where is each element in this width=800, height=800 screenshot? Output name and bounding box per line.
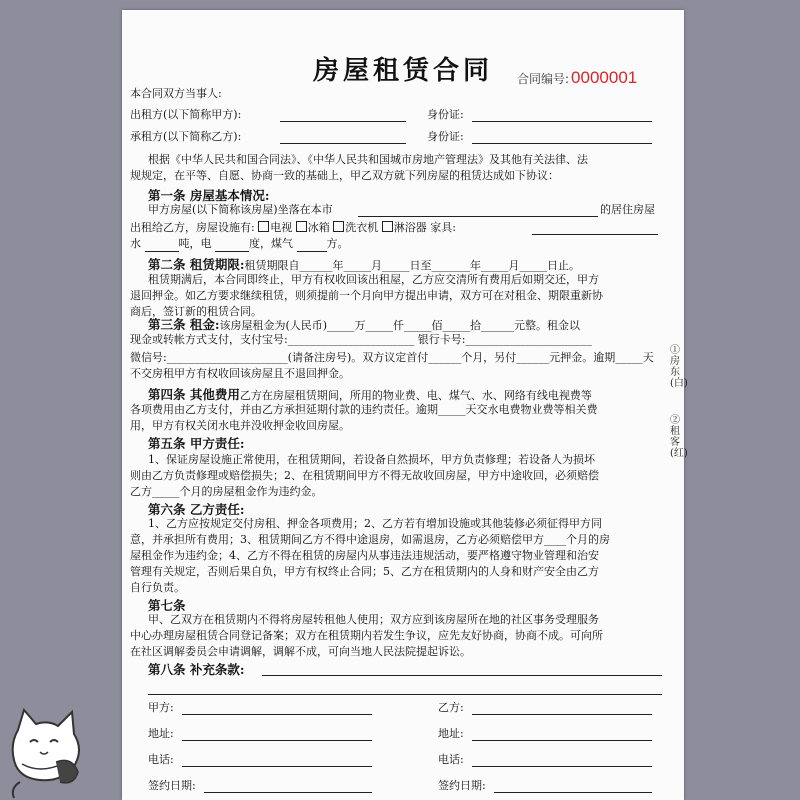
contract-number-label: 合同编号:: [517, 72, 570, 86]
lessee-id-field[interactable]: [472, 143, 652, 144]
lessor-id-label: 身份证:: [427, 108, 464, 121]
article-2-row: [148, 254, 580, 274]
art4-line-3: 用，甲方有权关闭水电并没收押金收回房屋。: [130, 419, 350, 432]
art6-line-1: 1、乙方应按规定交付房租、押金各项费用；2、乙方若有增加设施或其他装修必须征得甲方同: [148, 517, 602, 530]
supplementary-line-1[interactable]: [262, 675, 662, 676]
late-rent-text: 不交房租甲方有权收回该房屋且不退回押金。: [130, 367, 350, 380]
art2-line-3: 商后，签订新的租赁合同。: [130, 305, 262, 318]
party-b-date-field[interactable]: [494, 792, 652, 793]
sign-right-address: 地址:: [438, 727, 464, 740]
art7-line-2: 中心办理房屋租赁合同登记备案；双方在租赁期内若发生争议，应先友好协商，协商不成。可向所: [130, 629, 603, 642]
payment-methods-text: 现金或转帐方式支付，支付宝号:_______________________ 银行卡号:_______________________: [130, 333, 592, 346]
contract-page: [122, 10, 688, 800]
electricity-reading-field[interactable]: [215, 241, 249, 252]
art5-line-1: 1、保证房屋设施正常使用，在租赁期间，若设备自然损坏，甲方负责修理；若设备人为损坏: [148, 453, 595, 466]
water-reading-field[interactable]: [145, 241, 179, 252]
gas-label: 度，煤气: [249, 237, 293, 250]
party-a-phone-field[interactable]: [182, 766, 372, 767]
art2-line-2: 退回押金。如乙方要求继续租赁，则须提前一个月向甲方提出申请，双方可在对租金、期限重新协: [130, 289, 603, 302]
art1-utilities-row: [130, 236, 349, 252]
checkbox-washer[interactable]: [333, 221, 344, 232]
furniture-label: 家具:: [430, 221, 456, 234]
art5-line-3: 乙方_____个月的房屋租金作为违约金。: [130, 485, 323, 498]
side-note-tenant-copy: ②租客(红): [670, 415, 688, 459]
sign-left-date: 签约日期:: [148, 779, 196, 792]
facilities-label: 出租给乙方，房屋设施有:: [130, 221, 255, 234]
page-title: 房屋租赁合同: [312, 56, 493, 86]
art1-location-label: 甲方房屋(以下简称该房屋)坐落在本市: [148, 203, 333, 216]
art6-line-4: 管理有关规定，否则后果自负，甲方有权终止合同；5、乙方在租赁期内的人身和财产安全由乙方: [130, 565, 599, 578]
article-6-heading: 第六条 乙方责任:: [148, 502, 245, 517]
facility-tv: 电视: [270, 221, 293, 234]
art1-location-suffix: 的居住房屋: [600, 203, 655, 216]
article-3-heading: 第三条 租金:: [148, 317, 220, 332]
art4-line-2: 各项费用由乙方支付，并由乙方承担延期付款的违约责任。逾期_____天交水电费物业费等相关费: [130, 403, 598, 416]
checkbox-fridge[interactable]: [296, 221, 307, 232]
article-3-row: [148, 314, 580, 334]
art5-line-2: 则由乙方负责修理或赔偿损失；2、在租赁期间甲方不得无故收回房屋，甲方中途收回，必须赔偿: [130, 469, 599, 482]
sign-left-phone: 电话:: [148, 753, 174, 766]
article-4-heading: 第四条 其他费用: [148, 387, 240, 402]
sign-left-address: 地址:: [148, 727, 174, 740]
article-2-heading: 第二条 租赁期限:: [148, 257, 245, 272]
contract-number: [517, 68, 637, 88]
party-a-sign-field[interactable]: [182, 714, 372, 715]
lessor-id-field[interactable]: [472, 121, 652, 122]
lessor-label: 出租方(以下简称甲方):: [130, 108, 242, 121]
lessee-id-label: 身份证:: [427, 130, 464, 143]
article-7-heading: 第七条: [148, 598, 186, 613]
checkbox-tv[interactable]: [258, 221, 269, 232]
article-5-heading: 第五条 甲方责任:: [148, 436, 245, 451]
art1-facilities-row: [130, 220, 456, 236]
gas-reading-field[interactable]: [297, 241, 327, 252]
party-b-address-field[interactable]: [472, 740, 652, 741]
art7-line-3: 在社区调解委员会申请调解，调解不成，可向当地人民法院提起诉讼。: [130, 645, 471, 658]
rent-amount-text: 该房屋租金为(人民币)_____万_____仟_____佰_____拾______元整。租金以: [219, 319, 581, 332]
gas-unit: 方。: [326, 237, 349, 250]
contract-number-value: 0000001: [571, 68, 638, 87]
party-a-address-field[interactable]: [182, 740, 372, 741]
art2-line-1: 租赁期满后，本合同即终止，甲方有权收回该出租屋，乙方应交清所有费用后如期交还，甲方: [148, 273, 599, 286]
article-4-row: [148, 384, 592, 404]
facility-shower: 淋浴器: [393, 221, 427, 234]
article-8-heading: 第八条 补充条款:: [148, 662, 245, 677]
lessee-label: 承租方(以下简称乙方):: [130, 130, 242, 143]
sign-right-phone: 电话:: [438, 753, 464, 766]
wechat-deposit-text: 微信号:______________________(请备注房号)。双方议定首付______个月，另付______元押金。逾期_____天: [130, 351, 654, 364]
party-a-date-field[interactable]: [204, 792, 372, 793]
lessor-name-field[interactable]: [280, 121, 406, 122]
water-label: 水: [130, 237, 141, 250]
facility-washer: 洗衣机: [345, 221, 379, 234]
party-b-phone-field[interactable]: [472, 766, 652, 767]
supplementary-line-2[interactable]: [148, 694, 662, 695]
preamble-line-2: 规规定，在平等、自愿、协商一致的基础上，甲乙双方就下列房屋的租赁达成如下协议：: [130, 169, 559, 182]
sign-right-date: 签约日期:: [438, 779, 486, 792]
checkbox-shower[interactable]: [382, 221, 393, 232]
sign-right-party-b: 乙方:: [438, 701, 464, 714]
lessee-name-field[interactable]: [280, 143, 406, 144]
art6-line-5: 自行负责。: [130, 581, 185, 594]
art6-line-2: 意，并承担所有费用；3、租赁期间乙方不得中途退房，如需退房，乙方必须赔偿甲方____个月的房: [130, 533, 610, 546]
party-b-sign-field[interactable]: [472, 714, 652, 715]
art6-line-3: 屋租金作为违约金；4、乙方不得在租赁的房屋内从事违法违规活动，要严格遵守物业管理和治安: [130, 549, 599, 562]
sign-left-party-a: 甲方:: [148, 701, 174, 714]
furniture-field[interactable]: [532, 234, 658, 235]
lease-period-text: 租赁期限自______年_____月_____日至_______年_____月_____日止。: [244, 259, 580, 272]
facility-fridge: 冰箱: [307, 221, 330, 234]
property-address-field[interactable]: [358, 216, 598, 217]
art4-line-1: 乙方在房屋租赁期间，所用的物业费、电、煤气、水、网络有线电视费等: [239, 389, 592, 402]
article-1-heading: 第一条 房屋基本情况:: [148, 188, 270, 203]
cat-watermark-icon: [0, 690, 100, 800]
electricity-label: 吨，电: [178, 237, 212, 250]
side-note-landlord-copy: ①房东(白): [670, 345, 688, 389]
art7-line-1: 甲、乙双方在租赁期内不得将房屋转租他人使用；双方应到该房屋所在地的社区事务受理服务: [148, 613, 599, 626]
parties-intro: 本合同双方当事人:: [130, 87, 222, 100]
preamble-line-1: 根据《中华人民共和国合同法》、《中华人民共和国城市房地产管理法》及其他有关法律、法: [148, 153, 588, 166]
